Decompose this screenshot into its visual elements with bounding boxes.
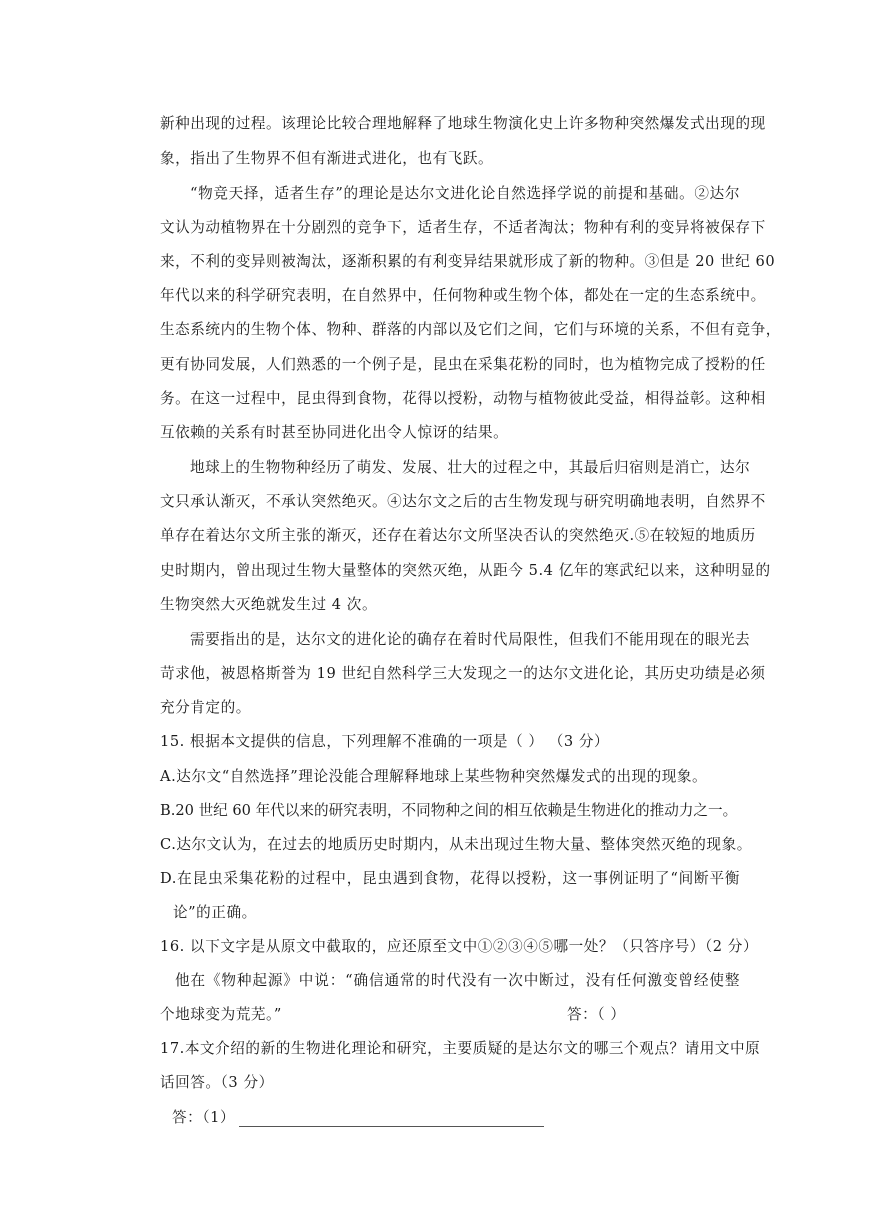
passage-line: 苛求他，被恩格斯誉为 19 世纪自然科学三大发现之一的达尔文进化论，其历史功绩是必须 — [160, 665, 766, 682]
passage-line: “物竞天择，适者生存”的理论是达尔文进化论自然选择学说的前提和基础。②达尔 — [190, 185, 740, 202]
passage-line: 生态系统内的生物个体、物种、群落的内部以及它们之间，它们与环境的关系，不但有竞争， — [160, 321, 781, 338]
question-15-stem: 15. 根据本文提供的信息，下列理解不准确的一项是（ ） （3 分） — [160, 733, 610, 750]
passage-line: 地球上的生物物种经历了萌发、发展、壮大的过程之中，其最后归宿则是消亡，达尔 — [190, 459, 751, 476]
passage-line: 来，不利的变异则被淘汰，逐渐积累的有利变异结果就形成了新的物种。③但是 20 世纪 60 — [160, 253, 776, 270]
question-17-stem: 17.本文介绍的新的生物进化理论和研究，主要质疑的是达尔文的哪三个观点？请用文中原 — [160, 1040, 761, 1057]
question-15-option-a: A.达尔文“自然选择”理论没能合理解释地球上某些物种突然爆发式的出现的现象。 — [160, 768, 708, 785]
passage-line: 文认为动植物界在十分剧烈的竞争下，适者生存，不适者淘汰；物种有利的变异将被保存下 — [160, 219, 766, 236]
passage-line: 充分肯定的。 — [160, 699, 251, 716]
question-15-option-d: D.在昆虫采集花粉的过程中，昆虫遇到食物，花得以授粉，这一事例证明了“间断平衡 — [160, 870, 740, 887]
question-15-option-c: C.达尔文认为，在过去的地质历史时期内，从未出现过生物大量、整体突然灭绝的现象。 — [160, 836, 752, 853]
question-16-quote: 个地球变为荒芜。” — [160, 1006, 282, 1023]
question-16-quote: 他在《物种起源》中说：“确信通常的时代没有一次中断过，没有任何激变曾经使整 — [175, 972, 740, 989]
passage-line: 新种出现的过程。该理论比较合理地解释了地球生物演化史上许多物种突然爆发式出现的现 — [160, 115, 766, 132]
question-15-option-d-cont: 论”的正确。 — [173, 904, 257, 921]
passage-line: 单存在着达尔文所主张的渐灭，还存在着达尔文所坚决否认的突然绝灭.⑤在较短的地质历 — [160, 527, 756, 544]
question-16-answer-blank[interactable]: 答：（ ） — [567, 1006, 626, 1023]
question-16-stem: 16. 以下文字是从原文中截取的，应还原至文中①②③④⑤哪一处？（只答序号）（2 分） — [160, 938, 759, 955]
passage-line: 互依赖的关系有时甚至协同进化出令人惊讶的结果。 — [160, 424, 509, 441]
passage-line: 年代以来的科学研究表明，在自然界中，任何物种或生物个体，都处在一定的生态系统中。 — [160, 287, 766, 304]
passage-line: 更有协同发展，人们熟悉的一个例子是，昆虫在采集花粉的同时，也为植物完成了授粉的任 — [160, 356, 766, 373]
answer-line[interactable] — [239, 1112, 544, 1127]
question-17-answer-row — [172, 1106, 544, 1127]
question-17-answer-prefix: 答：（1） — [172, 1109, 236, 1126]
question-15-option-b: B.20 世纪 60 年代以来的研究表明，不同物种之间的相互依赖是生物进化的推动力之一。 — [160, 802, 738, 819]
passage-line: 务。在这一过程中，昆虫得到食物，花得以授粉，动物与植物彼此受益，相得益彰。这种相 — [160, 390, 766, 407]
question-17-stem: 话回答。（3 分） — [160, 1074, 274, 1091]
passage-line: 文只承认渐灭，不承认突然绝灭。④达尔文之后的古生物发现与研究明确地表明，自然界不 — [160, 493, 766, 510]
passage-line: 需要指出的是，达尔文的进化论的确存在着时代局限性，但我们不能用现在的眼光去 — [190, 631, 751, 648]
passage-line: 生物突然大灭绝就发生过 4 次。 — [160, 596, 378, 613]
passage-line: 象，指出了生物界不但有渐进式进化，也有飞跃。 — [160, 150, 494, 167]
passage-line: 史时期内，曾出现过生物大量整体的突然灭绝，从距今 5.4 亿年的寒武纪以来，这种明显的 — [160, 562, 771, 579]
